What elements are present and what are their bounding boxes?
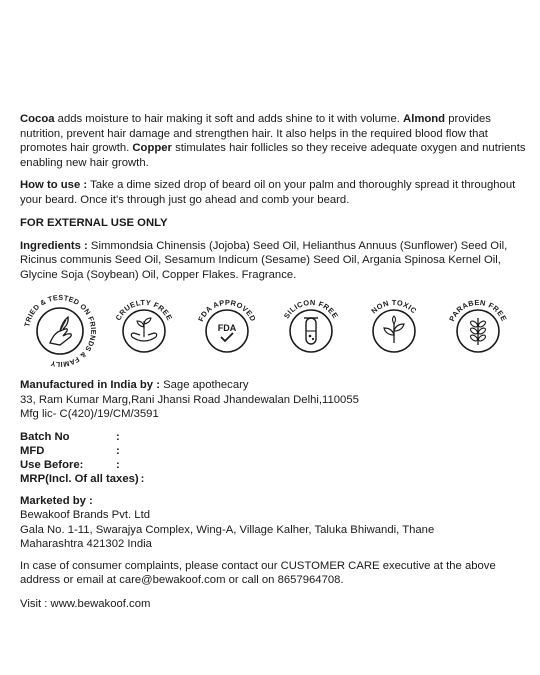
- how-to-use-text: Take a dime sized drop of beard oil on your palm and thoroughly spread it throughout your beard. Once it's through just go ahead and comb your beard.: [20, 179, 516, 206]
- almond-label: Almond: [403, 113, 446, 125]
- silicon-free-badge: [271, 291, 351, 371]
- use-before-row: Use Before: :: [20, 458, 120, 471]
- use-before-label: Use Before:: [20, 458, 84, 471]
- mrp-row: MRP(Incl. Of all taxes) :: [20, 472, 145, 485]
- marketer-label: Marketed by :: [20, 494, 93, 507]
- ingredients-paragraph: [20, 239, 530, 283]
- batch-info-block: [20, 430, 530, 486]
- copper-text: stimulates hair follicles so they receive adequate oxygen and nutrients enabling new hair growth.: [20, 142, 526, 169]
- product-label: [20, 112, 530, 611]
- description-paragraph: [20, 112, 530, 170]
- manufacturer-address: 33, Ram Kumar Marg,Rani Jhansi Road Jhandewalan Delhi,110055: [20, 393, 359, 406]
- ingredients-text: Simmondsia Chinensis (Jojoba) Seed Oil, Helianthus Annuus (Sunflower) Seed Oil, Ricinus communis Seed Oil, Sesamum Indicum (Sesame) Seed Oil, Argania Spinosa Kernel Oil, Glycine Soja (Soybean) Oil, Copper Flakes. Fragrance.: [20, 239, 508, 281]
- fda-shield-icon: [187, 291, 267, 371]
- mfd-row: MFD :: [20, 444, 120, 457]
- almond-text: provides nutrition, prevent hair damage and strengthen hair. It also helps in the required blood flow that promotes hair growth.: [20, 113, 491, 154]
- external-use-warning: FOR EXTERNAL USE ONLY: [20, 217, 168, 229]
- cruelty-free-badge: [104, 291, 184, 371]
- wheat-icon: [438, 291, 518, 371]
- how-to-use-paragraph: [20, 178, 530, 207]
- manufacturer-name: Sage apothecary: [159, 379, 249, 391]
- manufacturer-line: [20, 378, 530, 393]
- svg-text:TRIED & TESTED ON FRIENDS & FA: TRIED & TESTED ON FRIENDS & FAMILY: [22, 292, 99, 370]
- hand-leaf-icon: [20, 291, 100, 371]
- marketer-address-2: Maharashtra 421302 India: [20, 538, 152, 550]
- marketer-address-1: Gala No. 1-11, Swarajya Complex, Wing-A, Village Kalher, Taluka Bhiwandi, Thane: [20, 523, 435, 536]
- copper-label: Copper: [132, 142, 172, 154]
- manufacturer-license: Mfg lic- C(420)/19/CM/3591: [20, 408, 159, 420]
- svg-text:PARABEN FREE: PARABEN FREE: [447, 297, 509, 323]
- cocoa-text: adds moisture to hair making it soft and adds shine to it with volume.: [54, 113, 404, 125]
- svg-text:SILICON FREE: SILICON FREE: [281, 297, 340, 321]
- mfd-label: MFD: [20, 444, 45, 457]
- test-tube-icon: [271, 291, 351, 371]
- mrp-label: MRP(Incl. Of all taxes): [20, 472, 139, 485]
- marketer-name: Bewakoof Brands Pvt. Ltd: [20, 509, 150, 521]
- badge-row: [20, 290, 518, 372]
- batch-label: Batch No: [20, 430, 70, 443]
- tried-tested-badge: [20, 291, 100, 371]
- ingredients-label: Ingredients :: [20, 239, 88, 252]
- hands-plant-icon: [104, 291, 184, 371]
- fda-approved-badge: [187, 291, 267, 371]
- visit-website: Visit : www.bewakoof.com: [20, 597, 151, 610]
- batch-row: Batch No :: [20, 430, 120, 443]
- marketer-block: [20, 494, 530, 552]
- paraben-free-badge: [438, 291, 518, 371]
- how-to-use-label: How to use :: [20, 179, 88, 191]
- complaint-text: In case of consumer complaints, please contact our CUSTOMER CARE executive at the above address or email at care@bewakoof.com or call on 8657964708.: [20, 559, 496, 586]
- manufacturer-block: [20, 378, 530, 422]
- non-toxic-badge: [354, 291, 434, 371]
- manufacturer-label: Manufactured in India by :: [20, 379, 160, 391]
- svg-text:FDA APPROVED: FDA APPROVED: [196, 297, 259, 323]
- leaf-drop-icon: [354, 291, 434, 371]
- cocoa-label: Cocoa: [20, 113, 55, 125]
- svg-text:CRUELTY FREE: CRUELTY FREE: [113, 297, 174, 323]
- svg-text:NON TOXIC: NON TOXIC: [369, 297, 420, 316]
- fda-text: FDA: [217, 323, 237, 333]
